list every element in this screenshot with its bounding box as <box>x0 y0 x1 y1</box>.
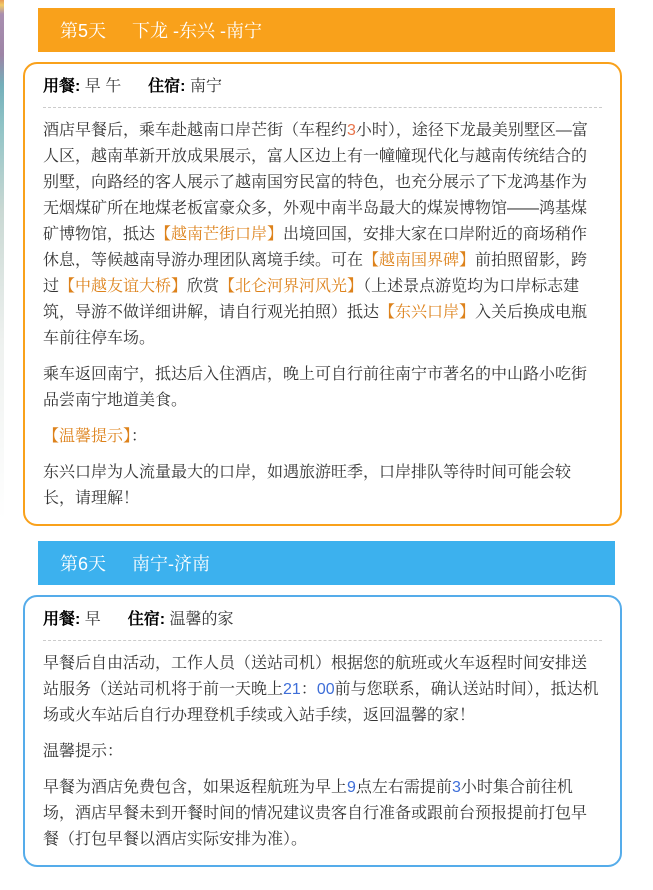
day-section-5 <box>23 8 622 526</box>
itinerary-paragraph <box>43 362 602 414</box>
meal-stay-row <box>43 607 602 633</box>
text-segment: 21 <box>283 681 301 698</box>
day-number-label: 第6天 <box>60 554 107 574</box>
itinerary-paragraph <box>43 651 602 729</box>
text-segment: 酒店早餐后，乘车赴越南口岸芒街（车程约 <box>43 122 348 139</box>
dashed-divider <box>43 640 602 641</box>
itinerary-paragraph <box>43 118 602 352</box>
text-segment: 小时），途径下龙最美别墅区—富人区，越南革新开放成果展示，富人区边上有一幢幢现代化与越南传统结合的别墅，向路经的客人展示了越南国穷民富的特色，也充分展示了下龙鸿基作为无烟煤矿所在地煤老板富豪众多，外观中南半岛最大的煤炭博物馆——鸿基煤矿博物馆，抵达 <box>43 122 588 243</box>
text-segment: 东兴口岸为人流量最大的口岸，如遇旅游旺季，口岸排队等待时间可能会较长，请理解！ <box>43 464 572 507</box>
text-segment: 3 <box>347 122 356 139</box>
day-number-label: 第5天 <box>60 21 107 41</box>
text-segment: 【北仑河界河风光】 <box>219 278 364 295</box>
meal-label: 用餐: <box>43 611 81 628</box>
stay-value: 温馨的家 <box>169 611 234 628</box>
text-segment: 早餐为酒店免费包含，如果返程航班为早上 <box>43 779 348 796</box>
day-section-6 <box>23 541 622 867</box>
day-detail-box <box>23 62 622 526</box>
day-header-bar <box>38 541 615 585</box>
meal-value: 早 午 <box>84 78 122 95</box>
text-segment: 早餐后自由活动，工作人员（送站司机）根据您的航班或火车返程时间安排送站服务（送站司机将于前一天晚上 <box>43 655 588 698</box>
text-segment: 小时集合前往机场，酒店早餐未到开餐时间的情况建议贵客自行准备或跟前台预报提前打包早餐（打包早餐以酒店实际安排为准）。 <box>43 779 588 848</box>
text-segment: （上述景点游览均为口岸标志建筑，导游不做详细讲解，请自行观光拍照）抵达 <box>43 278 580 321</box>
day-route-label: 南宁-济南 <box>132 554 211 574</box>
text-segment: ： <box>131 428 148 445</box>
notice-heading <box>43 424 602 450</box>
stay-value: 南宁 <box>189 78 222 95</box>
text-segment: 前拍照留影，跨过 <box>43 252 588 295</box>
notice-heading <box>43 739 602 765</box>
text-segment: ： <box>300 681 317 698</box>
text-segment: 温馨提示： <box>43 743 124 760</box>
day-header-bar <box>38 8 615 52</box>
stay-label: 住宿: <box>127 611 166 628</box>
notice-paragraph <box>43 460 602 512</box>
text-segment: 【中越友谊大桥】 <box>59 278 188 295</box>
text-segment: 00 <box>316 681 335 698</box>
text-segment: 出境回国，安排大家在口岸附近的商场稍作休息，等候越南导游办理团队离境手续。可在 <box>43 226 588 269</box>
meal-stay-row <box>43 74 602 100</box>
text-segment: 【越南国界碑】 <box>363 252 476 269</box>
page-edge-gradient <box>0 0 4 763</box>
notice-paragraph <box>43 775 602 853</box>
day-detail-box <box>23 595 622 867</box>
text-segment: 欣赏 <box>187 278 220 295</box>
day-route-label: 下龙 -东兴 -南宁 <box>132 21 263 41</box>
dashed-divider <box>43 107 602 108</box>
text-segment: 点左右需提前 <box>355 779 452 796</box>
text-segment: 【越南芒街口岸】 <box>155 226 284 243</box>
meal-value: 早 <box>84 611 101 628</box>
text-segment: 前与您联系，确认送站时间），抵达机场或火车站后自行办理登机手续或入站手续，返回温馨的家！ <box>43 681 599 724</box>
text-segment: 【温馨提示】 <box>43 428 132 445</box>
text-segment: 3 <box>451 779 461 796</box>
stay-label: 住宿: <box>148 78 186 95</box>
text-segment: 入关后换成电瓶车前往停车场。 <box>43 304 588 347</box>
meal-label: 用餐: <box>43 78 81 95</box>
text-segment: 乘车返回南宁，抵达后入住酒店，晚上可自行前往南宁市著名的中山路小吃街品尝南宁地道美食。 <box>43 366 588 409</box>
text-segment: 9 <box>347 779 356 796</box>
text-segment: 【东兴口岸】 <box>379 304 476 321</box>
